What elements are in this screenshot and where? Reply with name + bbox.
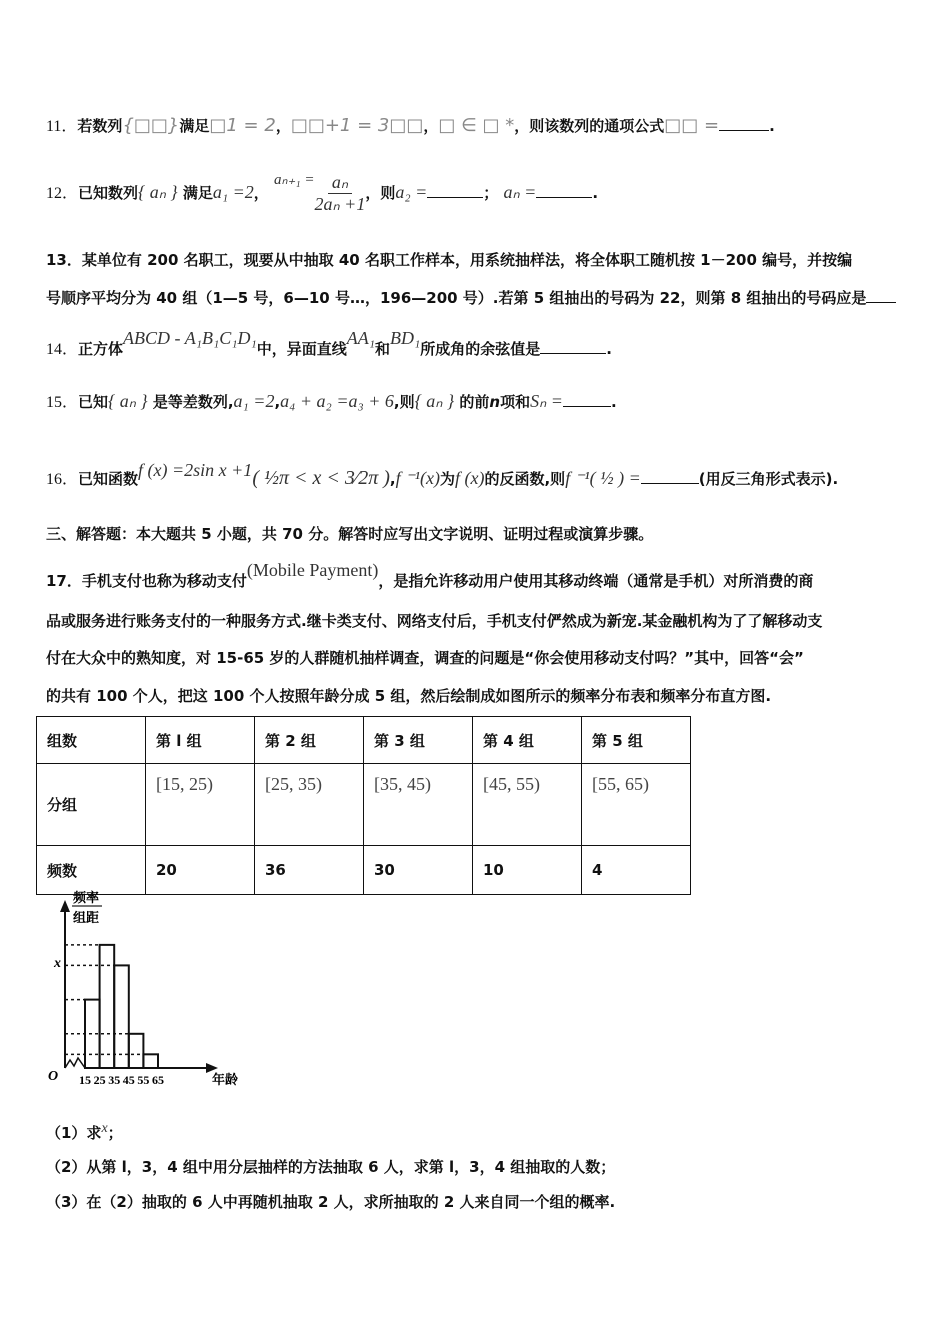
interval: [45, 55) [483,774,540,794]
y-label-top: 频率 [73,890,100,905]
math: f (x) =2sin x +1 [138,460,253,480]
table-cell: 第 3 组 [364,717,473,764]
q-number: 15． [46,394,79,411]
math: □1 = 2 [209,115,276,136]
math: □ ∈ □ * [438,115,515,136]
math: f ⁻¹(x) [395,468,440,488]
numerator: aₙ [328,172,352,194]
text: 的反函数,则 [484,470,566,488]
histogram-bar [143,1054,158,1068]
table-cell: 30 [364,846,473,895]
text: ，则 [365,184,396,202]
interval: [55, 65) [592,774,649,794]
question-17-line4: 的共有 100 个人，把这 100 个人按照年龄分成 5 组，然后绘制成如图所示的频率分布表和频率分布直方图. [46,687,772,705]
math: { aₙ } [108,391,148,411]
math: a₂ = [395,182,428,202]
x-tick-label: 65 [152,1073,164,1087]
q-number: 14． [46,341,79,358]
table-cell: 第 4 组 [473,717,582,764]
text: 已知数列 [78,184,139,202]
part-2: （2）从第 l，3，4 组中用分层抽样的方法抽取 6 人，求第 l，3，4 组抽取的人数； [46,1158,616,1176]
math: (Mobile Payment) [246,560,379,580]
interval: [35, 45) [374,774,431,794]
histogram-bar [114,965,129,1068]
y-label-bottom: 组距 [73,910,100,925]
x-tick-label: 25 [93,1073,106,1087]
text: 已知函数 [78,470,139,488]
text: , [274,393,281,411]
question-17-line2: 品或服务进行账务支付的一种服务方式.继卡类支付、网络支付后，手机支付俨然成为新宠.某金融机构为了了解移动支 [46,612,823,630]
text: 17．手机支付也称为移动支付 [46,572,247,590]
text: 若数列 [77,117,123,135]
q-number: 12． [46,185,79,202]
text: （1）求 [46,1124,102,1142]
x-tick-label: 55 [137,1073,150,1087]
table-cell: 36 [255,846,364,895]
math: BD₁ [390,328,421,348]
origin-label: O [48,1069,59,1084]
math: Sₙ = [530,391,563,411]
denominator: 2aₙ +1 [314,194,366,214]
math: { aₙ } [414,391,455,411]
histogram-bar [100,945,115,1068]
text: 满足 [179,117,210,135]
text: 满足 [182,184,213,202]
section-heading: 三、解答题：本大题共 5 小题，共 70 分。解答时应写出文字说明、证明过程或演算步骤。 [46,525,654,543]
text: ， [275,117,291,135]
x-marker-label: x [54,956,61,971]
text: . [606,340,612,358]
interval: [15, 25) [156,774,213,794]
math: {□□} [122,115,180,136]
text: ， [253,184,269,202]
text: ； [483,184,499,202]
text: n [489,393,501,411]
text: ，则该数列的通项公式 [514,117,665,135]
math: ABCD - A₁B₁C₁D₁ [123,328,257,348]
table-cell: 第 2 组 [255,717,364,764]
text: 号顺序平均分为 40 组（1—5 号，6—10 号…，196—200 号）.若第 5 组抽出的号码为 22，则第 8 组抽出的号码应是 [46,289,867,307]
text: 是等差数列, [152,393,234,411]
text: 所成角的余弦值是 [420,340,541,358]
text: . [769,117,775,135]
math: AA₁ [346,328,375,348]
text: ； [107,1124,123,1142]
math: f (x) [455,468,485,488]
text: 为 [439,470,455,488]
x-tick-label: 45 [122,1073,135,1087]
text: 已知 [78,393,109,411]
text: ,则 [393,393,415,411]
text: ，是指允许移动用户使用其移动终端（通常是手机）对所消费的商 [378,572,814,590]
math: { aₙ } [138,182,178,202]
math: a₁ =2 [212,182,254,202]
text: 和 [375,340,391,358]
axis-break [65,1058,85,1068]
q-number: 11． [46,118,78,135]
math: □□+1 = 3□□ [290,115,424,136]
part-3: （3）在（2）抽取的 6 人中再随机抽取 2 人，求所抽取的 2 人来自同一个组的概率. [46,1193,616,1211]
math: a₁ =2 [233,391,275,411]
table-cell: 分组 [37,764,146,846]
part-1 [46,1121,123,1143]
table-cell: 组数 [37,717,146,764]
question-17-line3: 付在大众中的熟知度，对 15-65 岁的人群随机抽样调查，调查的问题是“你会使用移动支付吗？”其中，回答“会” [46,649,804,667]
text: 中，异面直线 [256,340,347,358]
table-cell: 第 l 组 [146,717,255,764]
table-cell: 频数 [37,846,146,895]
histogram-bar [129,1034,144,1068]
math: aₙ₊₁ = [274,172,315,188]
x-tick-label: 15 [79,1073,91,1087]
text: 项和 [500,393,531,411]
y-arrow [60,900,70,912]
table-cell: 第 5 组 [582,717,691,764]
math: aₙ = [503,182,537,202]
table-cell: 10 [473,846,582,895]
question-13-line1: 13．某单位有 200 名职工，现要从中抽取 40 名职工作样本，用系统抽样法，将全体职工随机按 1－200 编号，并按编 [46,251,853,269]
x-axis-label: 年龄 [212,1072,239,1087]
text: (用反三角形式表示). [698,470,839,488]
math: f ⁻¹( ½ ) = [565,468,641,488]
text: . [592,184,599,202]
table-cell: 20 [146,846,255,895]
q-number: 16． [46,471,79,488]
math: □□ = [664,115,720,136]
math: a₄ + a₂ =a₃ + 6 [280,391,394,411]
text: 正方体 [78,340,124,358]
text: , [389,470,396,488]
math: ( ½π < x < 3⁄2π ) [252,467,390,489]
text: . [610,393,617,411]
interval: [25, 35) [265,774,322,794]
math: x [101,1121,108,1136]
x-tick-label: 35 [108,1073,121,1087]
text: ， [423,117,439,135]
table-cell: 4 [582,846,691,895]
text: 的前 [459,393,490,411]
